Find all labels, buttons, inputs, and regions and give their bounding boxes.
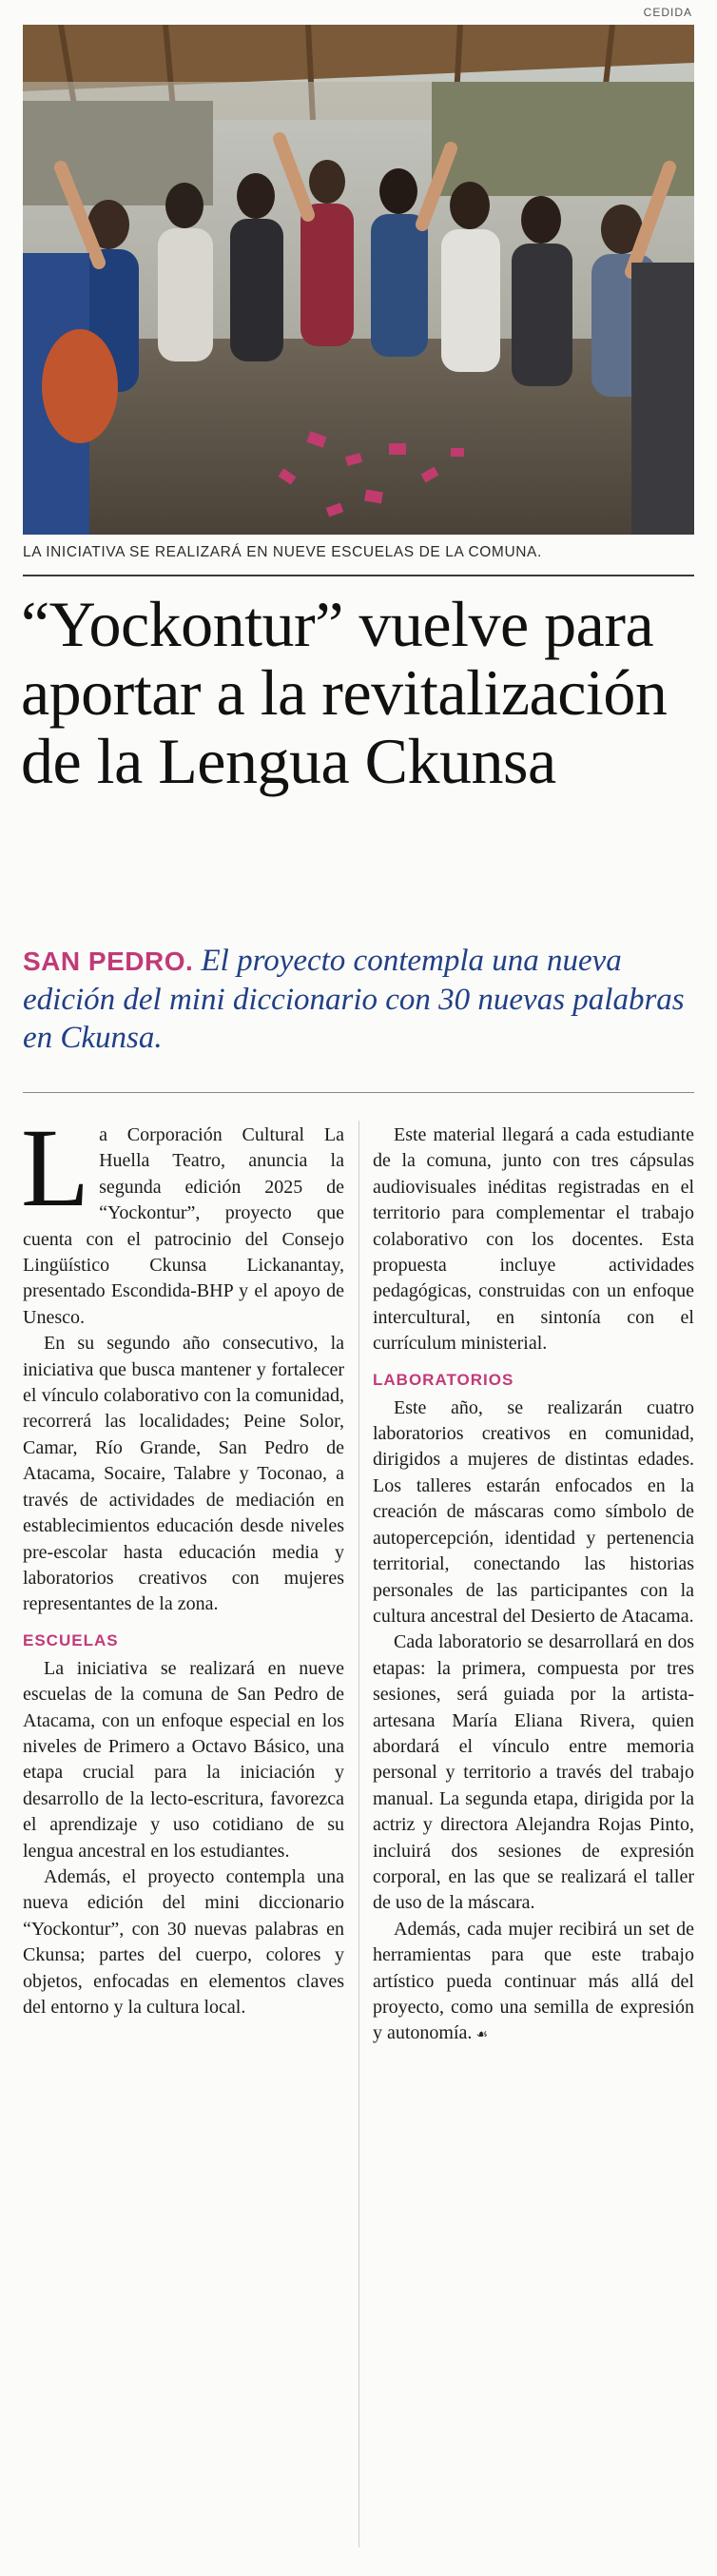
divider	[23, 1092, 694, 1093]
deck	[23, 942, 694, 1057]
paragraph: La iniciativa se realizará en nueve escuelas de la comuna de San Pedro de Atacama, con un enfoque especial en los niveles de Primero a Octavo Básico, una etapa crucial para la iniciación y desarrollo de la lecto-escritura, favorezca el aprendizaje y uso cotidiano de su lengua ancestral en los estudiantes.	[23, 1657, 344, 1862]
subhead-escuelas: ESCUELAS	[23, 1630, 119, 1649]
drop-cap: L	[21, 1105, 90, 1230]
end-mark-icon: ☙	[475, 2027, 488, 2043]
divider	[23, 575, 694, 576]
article-column-1	[21, 1105, 344, 2020]
paragraph: Además, cada mujer recibirá un set de herramientas para que este trabajo artístico pueda continuar más allá del proyecto, como una semilla de expresión y autonomía. ☙	[373, 1918, 694, 2044]
subhead-laboratorios: LABORATORIOS	[373, 1370, 514, 1389]
paragraph: En su segundo año consecutivo, la iniciativa que busca mantener y fortalecer el vínculo colaborativo con la comunidad, recorrerá las localidades; Peine Solor, Camar, Río Grande, San Pedro de Atacama, Socaire, Talabre y Toconao, a través de actividades de mediación en establecimientos educación desde niveles pre-escolar hasta educación media y laboratorios creativos con mujeres representantes de la zona.	[23, 1333, 344, 1615]
photo-caption: LA INICIATIVA SE REALIZARÁ EN NUEVE ESCUELAS DE LA COMUNA.	[23, 544, 542, 560]
paragraph: Este material llegará a cada estudiante de la comuna, junto con tres cápsulas audiovisuales inéditas registradas en el territorio para complementar el trabajo colaborativo con los docentes. Esta propuesta incluye actividades pedagógicas, construidas con un enfoque intercultural, en sintonía con el currículum ministerial.	[373, 1124, 694, 1355]
article-column-2	[373, 1122, 694, 2047]
deck-text: El proyecto contempla una nueva edición del mini diccionario con 30 nuevas palabras en Ckunsa.	[23, 944, 685, 1055]
paragraph: Cada laboratorio se desarrollará en dos etapas: la primera, compuesta por tres sesiones, será guiada por la artista-artesana María Eliana Rivera, quien abordará el vínculo entre memoria personal y territorio a través del trabajo manual. La segunda etapa, dirigida por la actriz y directora Alejandra Rojas Pinto, incluirá dos sesiones de expresión corporal, en las que se realizará el taller de uso de la máscara.	[373, 1631, 694, 1914]
headline: “Yockontur” vuelve para aportar a la revitalización de la Lengua Ckunsa	[21, 588, 668, 797]
paragraph: La Corporación Cultural La Huella Teatro, anuncia la segunda edición 2025 de “Yockontur”, proyecto que cuenta con el patrocinio del Consejo Lingüístico Ckunsa Lickanantay, presentado Escondida-BHP y el apoyo de Unesco.	[21, 1105, 344, 1328]
article-photo	[23, 25, 694, 535]
photo-credit: CEDIDA	[643, 6, 692, 19]
column-divider	[358, 1121, 359, 2547]
paragraph: Este año, se realizarán cuatro laboratorios creativos en comunidad, dirigidos a mujeres de distintas edades. Los talleres estarán enfocados en la creación de máscaras como símbolo de autopercepción, identidad y pertenencia territorial, conectando las historias personales de las participantes con la cultura ancestral del Desierto de Atacama.	[373, 1396, 694, 1627]
deck-kicker: SAN PEDRO.	[23, 946, 194, 976]
paragraph: Además, el proyecto contempla una nueva edición del mini diccionario “Yockontur”, con 30 nuevas palabras en Ckunsa; partes del cuerpo, colores y objetos, enfocadas en elementos claves del entorno y la cultura local.	[23, 1865, 344, 2018]
